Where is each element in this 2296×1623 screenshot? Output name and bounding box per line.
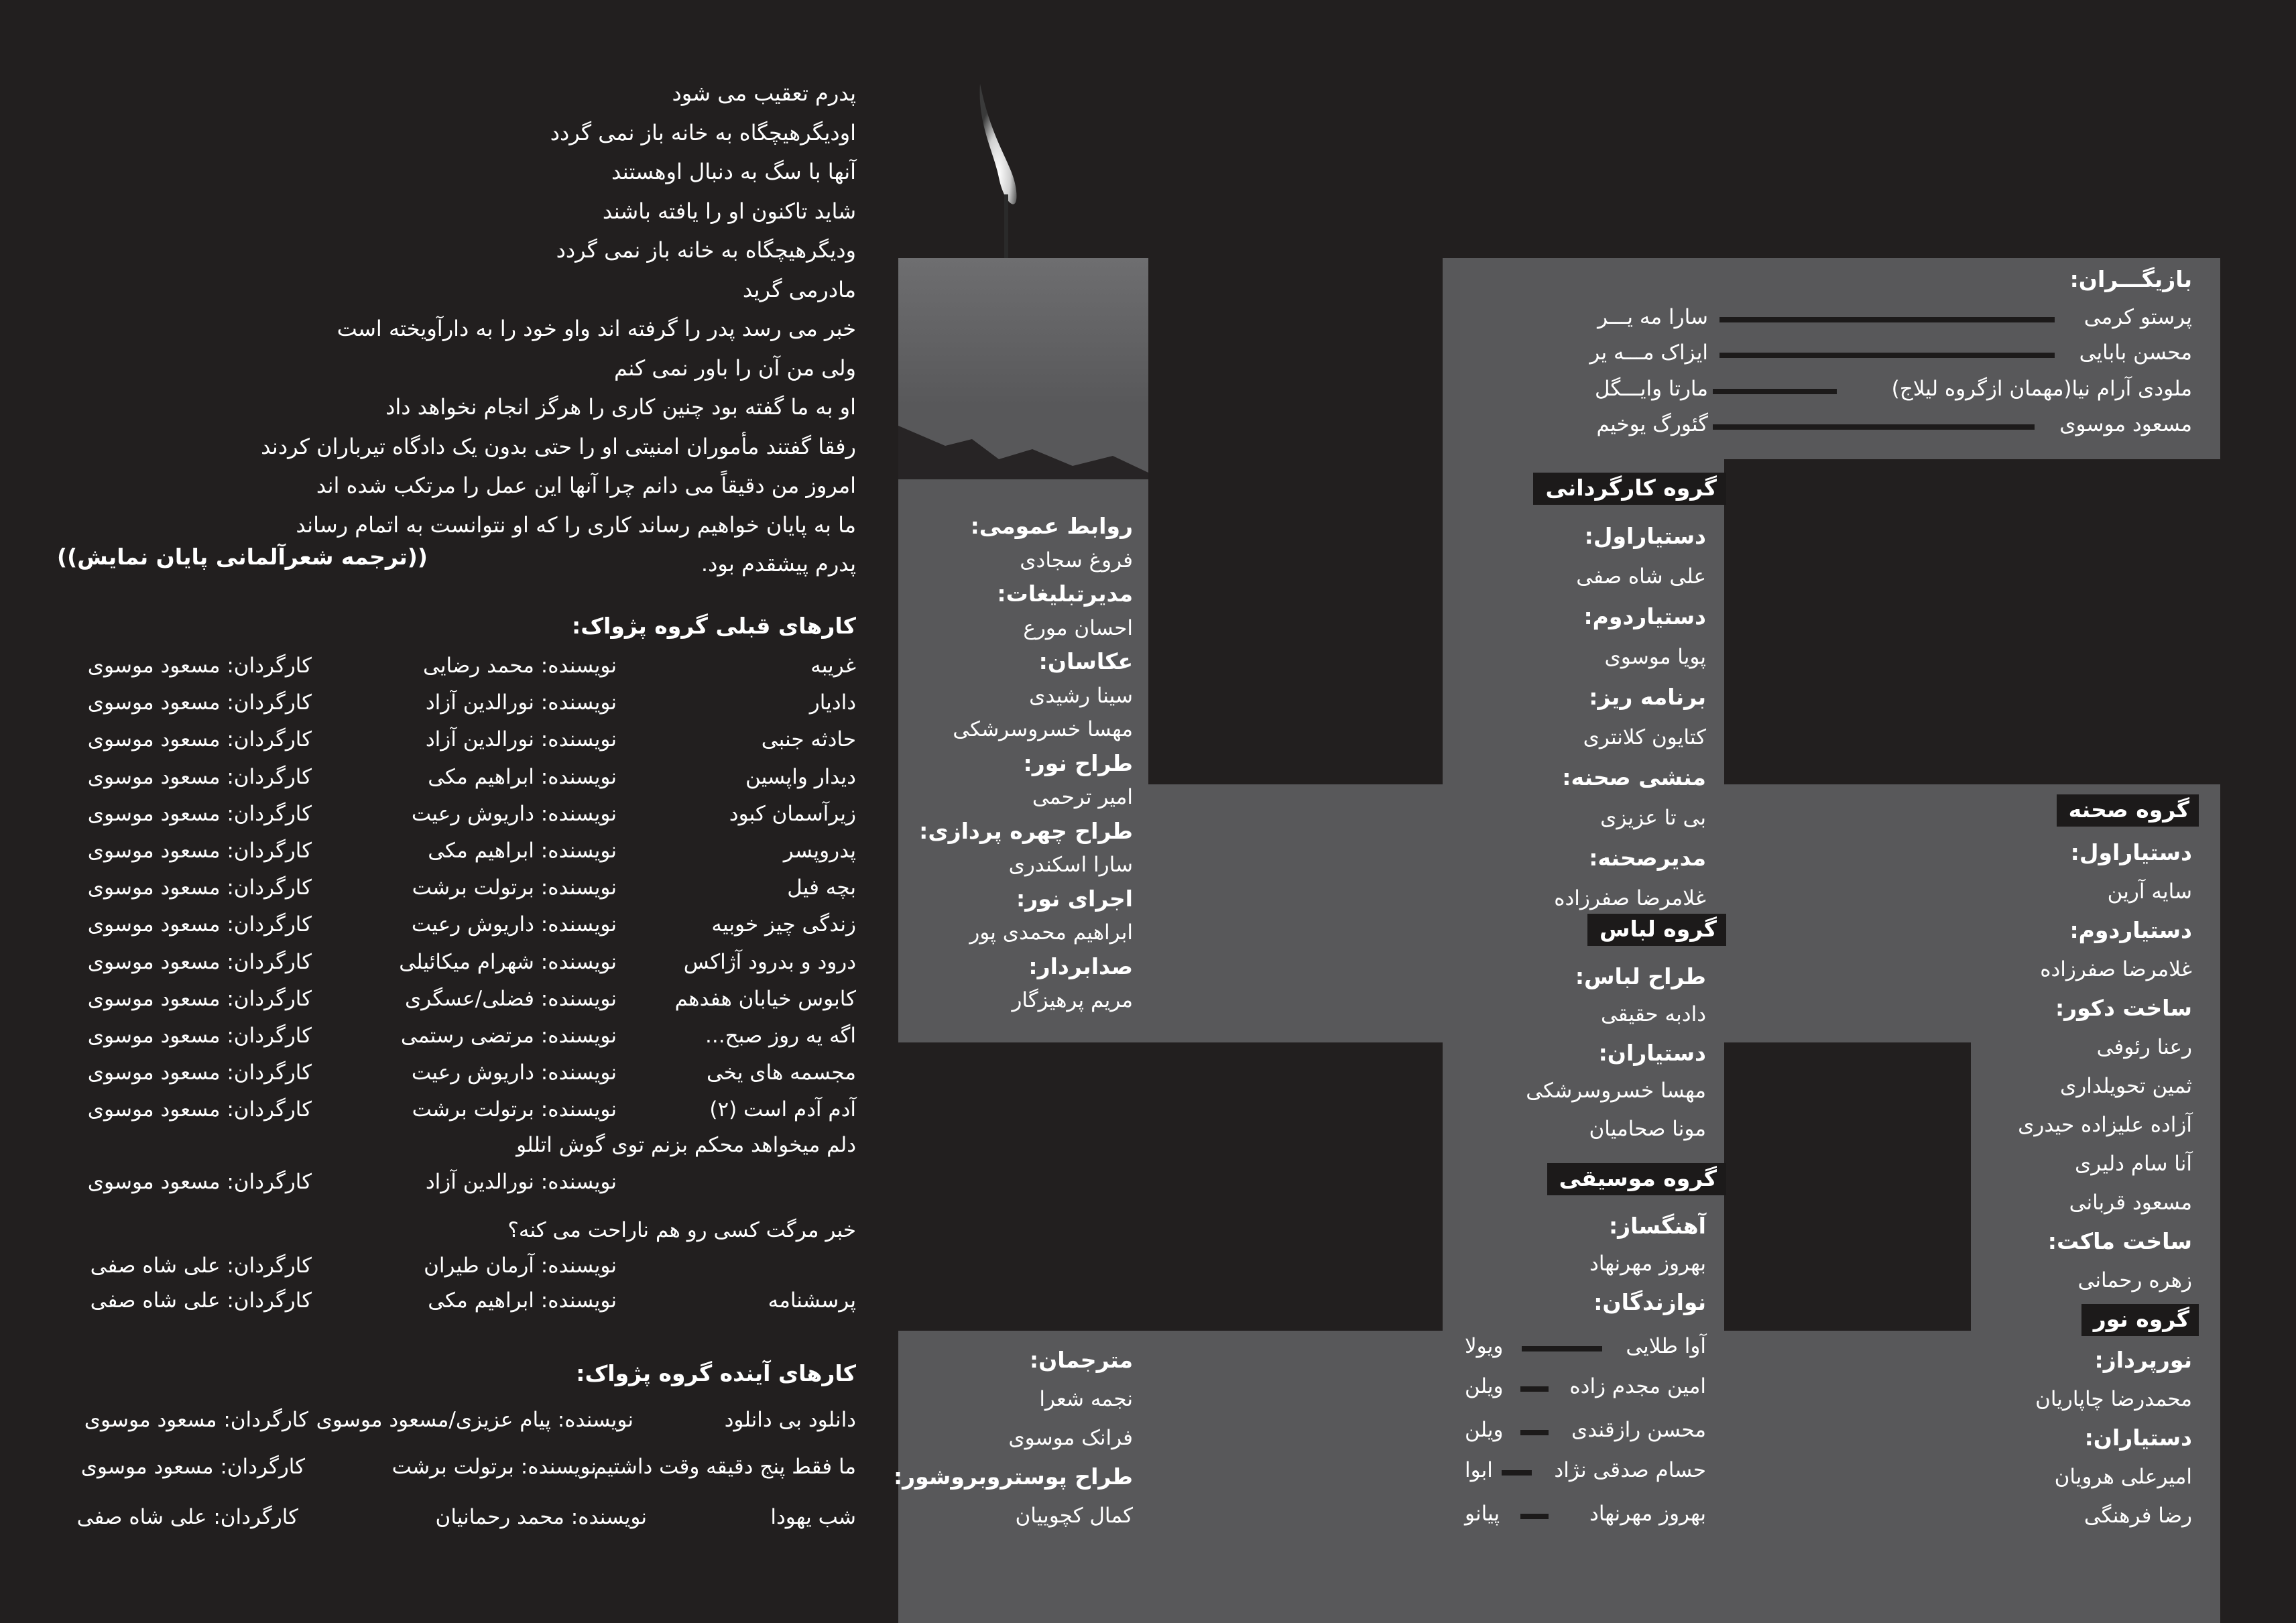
poem-line: او به ما گفته بود چنین کاری را هرگز انجام نخواهد داد (385, 394, 856, 420)
credit-name: سایه آرین (2107, 880, 2192, 904)
light-group (2035, 1341, 2192, 1535)
credit-name: فرانک موسوی (1008, 1426, 1133, 1450)
poem-line: اودیگرهیچگاه به خانه باز نمی گردد (550, 119, 856, 145)
musician-instrument: ابوا (1465, 1458, 1493, 1482)
poem-line: ودیگرهیچگاه به خانه باز نمی گردد (556, 237, 856, 263)
work-title: آدم آدم است (۲) (709, 1097, 856, 1122)
work-director: کارگردان: مسعود موسوی (87, 1061, 312, 1085)
credit-role: منشی صحنه: (1562, 764, 1706, 790)
work-writer: نویسنده: ابراهیم مکی (428, 765, 617, 789)
credit-name: امیر ترحمی (1032, 785, 1133, 809)
credit-name: مریم پرهیزگار (1012, 988, 1133, 1012)
cast-actor: پرستو کرمی (2083, 305, 2192, 329)
musician-instrument: ویلن (1465, 1418, 1504, 1442)
cast-actor: محسن بابایی (2079, 341, 2192, 365)
cast-role: سارا مه یـــر (1597, 305, 1708, 329)
credit-role: مدیرتبلیغات: (997, 581, 1133, 607)
musician-instrument: پیانو (1465, 1502, 1500, 1526)
credit-name: سارا اسکندری (1008, 853, 1133, 877)
poem-line: رفقا گفتند مأموران امنیتی او را حتی بدون یک دادگاه تیرباران کردند (261, 433, 856, 459)
work-title: زیرآسمان کبود (729, 802, 856, 826)
work-director: کارگردان: مسعود موسوی (87, 802, 312, 826)
credit-name: سینا رشیدی (1029, 683, 1133, 708)
musician-name: بهروز مهرنهاد (1589, 1502, 1706, 1526)
credit-name: ابراهیم محمدی پور (969, 920, 1133, 945)
musician-name: امین مجدم زاده (1569, 1374, 1706, 1398)
work-title: پدروپسر (783, 839, 856, 863)
work-writer: نویسنده: داریوش رعیت (411, 912, 617, 937)
work-writer: نویسنده: داریوش رعیت (411, 1061, 617, 1085)
work-writer: نویسنده: نورالدین آزاد (425, 1170, 617, 1194)
musician-connector (1520, 1386, 1549, 1392)
credit-name: بی تا عزیزی (1600, 806, 1706, 830)
musician-instrument: ویلن (1465, 1374, 1504, 1398)
credit-role: دستیاراول: (1584, 523, 1706, 549)
credit-name: نجمه شعرا (1039, 1387, 1133, 1411)
work-writer: نویسنده: آرمان طیران (424, 1254, 617, 1278)
previous-works-heading: کارهای قبلی گروه پژواک: (572, 613, 856, 639)
costume-group-heading: گروه لباس (1587, 914, 1726, 946)
work-director: کارگردان: علی شاه صفی (90, 1288, 312, 1313)
cast-connector (1713, 389, 1837, 394)
work-title: شب یهودا (770, 1505, 856, 1529)
poem-line: پدرم پیشقدم بود. (701, 551, 856, 577)
credit-name: ثمین تحویلداری (2059, 1074, 2192, 1098)
cast-actor: مسعود موسوی (2059, 412, 2192, 436)
credit-role: طراح پوستروبروشور: (893, 1463, 1133, 1490)
poem-line: ولی من آن را باور نمی کنم (614, 355, 856, 381)
work-director: کارگردان: مسعود موسوی (87, 1024, 312, 1048)
work-writer: نویسنده: برتولت برشت (391, 1455, 597, 1479)
credit-name: مهسا خسروسرشکی (953, 717, 1133, 741)
musician-name: حسام صدقی نژاد (1554, 1458, 1706, 1482)
work-director: کارگردان: مسعود موسوی (87, 765, 312, 789)
credit-name: غلامرضا صفرزاده (2040, 957, 2192, 981)
work-writer: نویسنده: ابراهیم مکی (428, 839, 617, 863)
credit-role: دستیاراول: (2070, 839, 2192, 865)
work-writer: نویسنده: ابراهیم مکی (428, 1288, 617, 1313)
work-title: ما فقط پنج دقیقه وقت داشتیم (593, 1455, 856, 1479)
work-director: کارگردان: مسعود موسوی (87, 950, 312, 974)
work-director: کارگردان: مسعود موسوی (84, 1408, 308, 1432)
candle-credits (919, 509, 1133, 1018)
credit-role: طراح نور: (1023, 749, 1133, 776)
work-title: دلم میخواهد محکم بزنم توی گوش اتللو (516, 1133, 856, 1157)
light-group-heading: گروه نور (2081, 1304, 2199, 1336)
work-director: کارگردان: مسعود موسوی (87, 654, 312, 678)
work-director: کارگردان: مسعود موسوی (87, 1170, 312, 1194)
poem (119, 74, 856, 584)
credit-name: محمدرضا چاپاریان (2035, 1387, 2192, 1411)
credit-role: مترجمان: (1029, 1347, 1133, 1373)
work-writer: نویسنده: داریوش رعیت (411, 802, 617, 826)
candle-crack (898, 419, 1148, 479)
music-group (1589, 1207, 1706, 1321)
work-director: کارگردان: مسعود موسوی (87, 690, 312, 715)
poem-note: ((ترجمه شعرآلمانی پایان نمایش)) (57, 544, 428, 570)
costume-group (1526, 957, 1706, 1148)
musician-connector (1520, 1430, 1549, 1435)
credit-role: دستیاردوم: (1583, 603, 1706, 629)
credit-role: ساخت دکور: (2055, 995, 2192, 1021)
work-title: غریبه (810, 654, 856, 678)
poem-line: خبر می رسد پدر را گرفته اند واو خود را به دارآویخته است (337, 316, 856, 341)
work-writer: نویسنده: نورالدین آزاد (425, 727, 617, 752)
work-title: دیدار واپسین (745, 765, 856, 789)
credit-name: کمال کچوییان (1015, 1504, 1133, 1528)
poem-line: پدرم تعقیب می شود (672, 80, 856, 106)
future-works-heading: کارهای آینده گروه پژواک: (576, 1360, 856, 1386)
credit-name: آزاده علیزاده حیدری (2018, 1113, 2192, 1137)
direction-group-heading: گروه کارگردانی (1533, 473, 1726, 505)
credit-role: نوازندگان: (1593, 1289, 1706, 1315)
credit-name: کتایون کلانتری (1583, 725, 1706, 749)
work-title: دادیار (809, 690, 856, 715)
credit-role: برنامه ریز: (1589, 684, 1706, 710)
credit-role: صدابردار: (1028, 953, 1133, 979)
musician-instrument: ویولا (1465, 1334, 1504, 1358)
direction-group (1554, 516, 1706, 918)
work-title: بچه فیل (787, 876, 856, 900)
poem-line: امروز من دقیقاً می دانم چرا آنها این عمل را مرتکب شده اند (316, 473, 856, 498)
credit-name: فروغ سجادی (1020, 548, 1133, 573)
cast-heading: بازیگـــران: (2069, 266, 2192, 292)
work-director: کارگردان: مسعود موسوی (87, 912, 312, 937)
credit-role: عکاسان: (1038, 648, 1133, 674)
work-title: دانلود بی دانلود (724, 1408, 856, 1432)
work-director: کارگردان: مسعود موسوی (87, 987, 312, 1011)
cast-connector (1719, 353, 2055, 358)
work-director: کارگردان: علی شاه صفی (76, 1505, 298, 1529)
credit-role: دستیاران: (2084, 1425, 2192, 1451)
musician-connector (1522, 1346, 1602, 1351)
work-writer: نویسنده: برتولت برشت (412, 1097, 617, 1122)
work-writer: نویسنده: برتولت برشت (412, 876, 617, 900)
credit-role: مدیرصحنه: (1589, 845, 1706, 871)
stage-group-heading: گروه صحنه (2057, 794, 2199, 827)
credit-name: مونا صحامیان (1589, 1117, 1706, 1141)
work-writer: نویسنده: پیام عزیزی/مسعود موسوی (316, 1408, 633, 1432)
cast-connector (1719, 317, 2055, 322)
work-writer: نویسنده: نورالدین آزاد (425, 690, 617, 715)
cast-role: ایزاک مـــه یر (1589, 341, 1708, 365)
cast-role: گئورگ یوخیم (1596, 412, 1708, 436)
credit-name: امیرعلی هرویان (2054, 1465, 2192, 1489)
work-title: اگه یه روز صبح... (705, 1024, 856, 1048)
credit-name: پویا موسوی (1604, 645, 1706, 669)
work-writer: نویسنده: مرتضی رستمی (400, 1024, 617, 1048)
work-title: حادثه جنبی (761, 727, 856, 752)
credit-role: دستیاردوم: (2069, 917, 2192, 943)
credit-name: مسعود قربانی (2069, 1191, 2192, 1215)
work-writer: نویسنده: محمد رضایی (423, 654, 617, 678)
work-writer: نویسنده: محمد رحمانیان (435, 1505, 647, 1529)
poem-line: مادرمی گرید (742, 276, 856, 302)
credit-role: آهنگساز: (1608, 1213, 1706, 1239)
musician-connector (1502, 1470, 1532, 1476)
work-director: کارگردان: مسعود موسوی (87, 727, 312, 752)
credit-role: روابط عمومی: (970, 513, 1133, 539)
credit-name: احسان مورع (1023, 615, 1133, 640)
work-title: مجسمه های یخی (706, 1061, 856, 1085)
work-director: کارگردان: علی شاه صفی (90, 1254, 312, 1278)
poem-line: آنها با سگ به دنبال اوهستند (611, 159, 856, 184)
cast-role: مارتا وایـــگل (1594, 377, 1708, 401)
work-title: کابوس خیابان هفدهم (674, 987, 856, 1011)
credit-name: رعنا رئوفی (2096, 1035, 2192, 1059)
work-director: کارگردان: مسعود موسوی (80, 1455, 305, 1479)
candle-flame-icon (965, 77, 1046, 265)
credit-role: طراح لباس: (1575, 963, 1706, 989)
credit-role: اجرای نور: (1016, 885, 1133, 912)
credit-role: طراح چهره پردازی: (919, 817, 1133, 844)
credit-name: غلامرضا صفرزاده (1554, 886, 1706, 910)
credit-name: مهسا خسروسرشکی (1526, 1079, 1706, 1103)
work-director: کارگردان: مسعود موسوی (87, 839, 312, 863)
cast-actor: ملودی آرام نیا(مهمان ازگروه لیلاج) (1891, 377, 2192, 401)
credit-role: ساخت ماکت: (2047, 1228, 2192, 1254)
work-title: زندگی چیز خوبیه (711, 912, 856, 937)
credit-name: زهره رحمانی (2077, 1268, 2192, 1293)
musician-name: آوا طلایی (1626, 1334, 1706, 1358)
music-group-heading: گروه موسیقی (1547, 1163, 1726, 1195)
poem-line: شاید تاکنون او را یافته باشند (602, 198, 856, 224)
stage-group (2018, 833, 2192, 1300)
credit-name: رضا فرهنگی (2083, 1504, 2192, 1528)
credit-name: علی شاه صفی (1576, 564, 1706, 589)
musician-connector (1520, 1514, 1549, 1519)
poem-line: ما به پایان خواهیم رساند کاری را که او نتوانست به اتمام رساند (296, 512, 856, 538)
credit-role: نورپرداز: (2094, 1347, 2192, 1373)
credit-name: بهروز مهرنهاد (1589, 1252, 1706, 1276)
work-director: کارگردان: مسعود موسوی (87, 1097, 312, 1122)
musician-name: محسن رازقندی (1571, 1418, 1706, 1442)
credit-name: دادبه حقیقی (1600, 1002, 1706, 1026)
work-title: درود و بدرود آژاکس (683, 950, 856, 974)
translators-credits (894, 1341, 1133, 1535)
work-writer: نویسنده: فضلی/عسگری (405, 987, 617, 1011)
work-title: خبر مرگت کسی رو هم ناراحت می کنه؟ (507, 1218, 856, 1242)
cast-connector (1713, 424, 2035, 430)
work-title: پرسشنامه (768, 1288, 856, 1313)
credit-name: آنا سام دلیری (2075, 1152, 2192, 1176)
work-director: کارگردان: مسعود موسوی (87, 876, 312, 900)
credit-role: دستیاران: (1598, 1040, 1706, 1066)
work-writer: نویسنده: شهرام میکائیلی (399, 950, 617, 974)
